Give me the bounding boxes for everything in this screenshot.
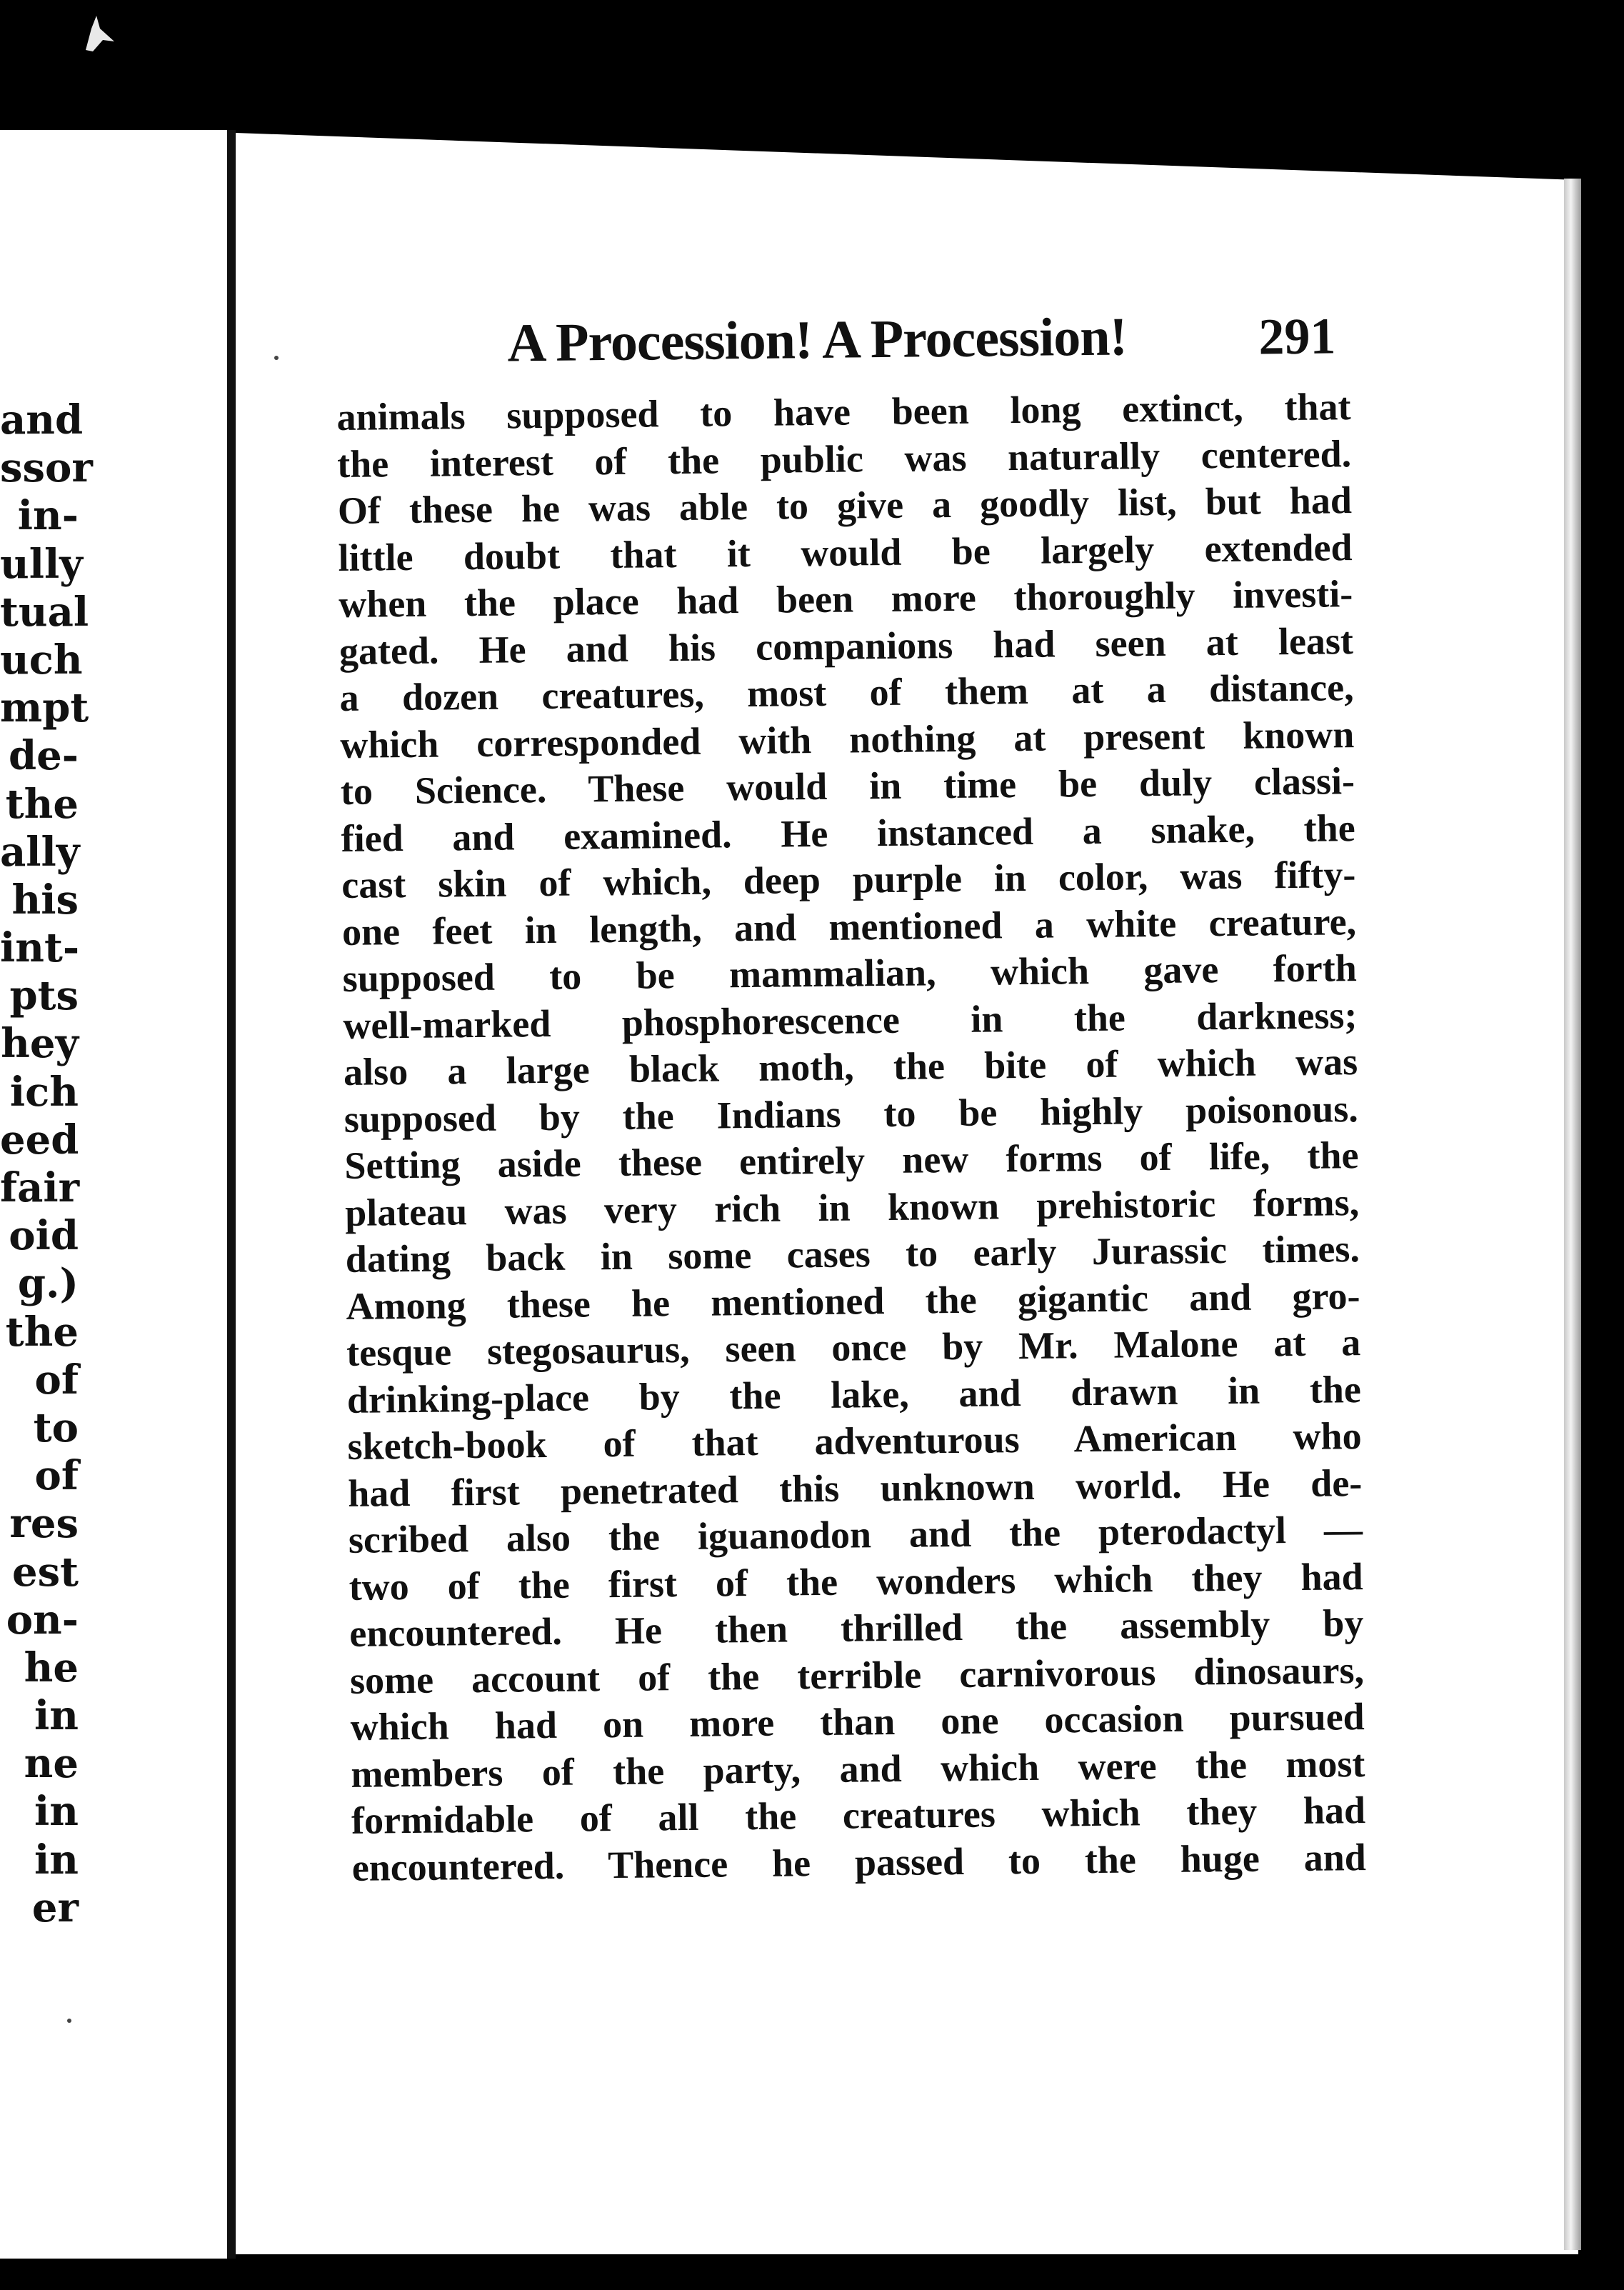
fragment-line: to [33, 1404, 79, 1451]
text-line: tesque stegosaurus, seen once by Mr. Malone at a [346, 1321, 1361, 1374]
text-line: well-marked phosphorescence in the darkness; [343, 993, 1358, 1047]
fragment-line: the [5, 780, 79, 828]
fragment-line: de- [8, 732, 79, 780]
fragment-line: in- [17, 492, 79, 540]
fragment-line: eed [0, 1116, 79, 1164]
text-line: also a large black moth, the bite of which was [343, 1040, 1358, 1094]
fragment-line: of [34, 1452, 79, 1500]
ink-mark [71, 7, 121, 57]
page-content [336, 304, 1366, 1891]
fragment-line: er [31, 1884, 79, 1931]
text-line: supposed by the Indians to be highly poisonous. [344, 1086, 1359, 1141]
fragment-line: ne [24, 1740, 79, 1788]
page-edge [1564, 179, 1581, 2250]
text-line: formidable of all the creatures which they had [351, 1789, 1366, 1842]
text-line: Among these he mentioned the gigantic and gro- [346, 1274, 1360, 1328]
text-line: the interest of the public was naturally centered. [336, 431, 1352, 486]
fragment-line: pts [9, 972, 79, 1020]
text-line: sketch-book of that adventurous American who [347, 1414, 1362, 1468]
fragment-line: int- [0, 924, 80, 972]
text-line: supposed to be mammalian, which gave forth [342, 946, 1357, 1000]
fragment-line: the [5, 1308, 79, 1356]
text-line: some account of the terrible carnivorous dinosaurs, [349, 1648, 1365, 1702]
fragment-line: and [0, 396, 84, 444]
fragment-line: in [34, 1692, 79, 1740]
fragment-line: fair [0, 1164, 80, 1211]
running-title: A Procession! A Procession! [506, 306, 1128, 374]
text-line: Of these he was able to give a goodly list, but had [337, 479, 1353, 532]
text-line: fied and examined. He instanced a snake, the [341, 806, 1355, 860]
text-line: animals supposed to have been long extinct, that [336, 385, 1351, 439]
previous-page-text-fragments [0, 396, 93, 1932]
text-line: little doubt that it would be largely extended [338, 525, 1353, 579]
fragment-line: ssor [0, 444, 93, 492]
fragment-line: g.) [17, 1260, 79, 1308]
previous-page [0, 130, 230, 2259]
fragment-line: of [34, 1356, 79, 1404]
fragment-line: ully [0, 540, 83, 588]
text-line: two of the first of the wonders which they had [349, 1554, 1363, 1609]
text-line: Setting aside these entirely new forms of life, the [344, 1134, 1359, 1187]
text-line: one feet in length, and mentioned a white creature, [341, 899, 1357, 954]
text-line: encountered. Thence he passed to the huge and [351, 1835, 1367, 1889]
fragment-line: in [34, 1836, 79, 1884]
text-line: which had on more than one occasion pursued [350, 1695, 1365, 1749]
text-line: scribed also the iguanodon and the pterodactyl — [348, 1508, 1363, 1561]
scan-speck [67, 2019, 71, 2023]
fragment-line: est [11, 1548, 79, 1596]
fragment-line: he [24, 1644, 79, 1691]
scan-speck [274, 356, 279, 360]
text-line: had first penetrated this unknown world. He de- [347, 1461, 1363, 1515]
fragment-line: tual [0, 588, 89, 636]
fragment-line: ich [9, 1068, 79, 1116]
page-number: 291 [1258, 307, 1336, 366]
text-line: dating back in some cases to early Jurassic times. [345, 1227, 1360, 1281]
fragment-line: res [9, 1500, 79, 1548]
text-line: drinking-place by the lake, and drawn in the [346, 1367, 1362, 1421]
fragment-line: on- [6, 1596, 79, 1644]
fragment-line: mpt [0, 684, 89, 732]
text-line: members of the party, and which were the most [351, 1741, 1365, 1796]
fragment-line: in [34, 1788, 79, 1836]
text-line: a dozen creatures, most of them at a distance, [339, 666, 1354, 719]
fragment-line: oid [9, 1212, 79, 1260]
text-line: cast skin of which, deep purple in color, was fifty- [341, 853, 1356, 906]
text-line: gated. He and his companions had seen at least [339, 619, 1354, 673]
text-line: when the place had been more thoroughly investi- [338, 572, 1353, 626]
fragment-line: uch [0, 636, 83, 684]
text-line: which corresponded with nothing at present known [339, 712, 1355, 766]
fragment-line: ally [0, 828, 80, 876]
body-text [336, 384, 1366, 1891]
text-line: to Science. These would in time be duly classi- [340, 759, 1355, 813]
book-gutter [227, 130, 236, 2259]
running-head [336, 304, 1350, 393]
fragment-line: hey [1, 1020, 79, 1068]
text-line: encountered. He then thrilled the assembly by [349, 1601, 1364, 1655]
text-line: plateau was very rich in known prehistoric forms, [344, 1180, 1360, 1234]
fragment-line: his [11, 876, 79, 924]
